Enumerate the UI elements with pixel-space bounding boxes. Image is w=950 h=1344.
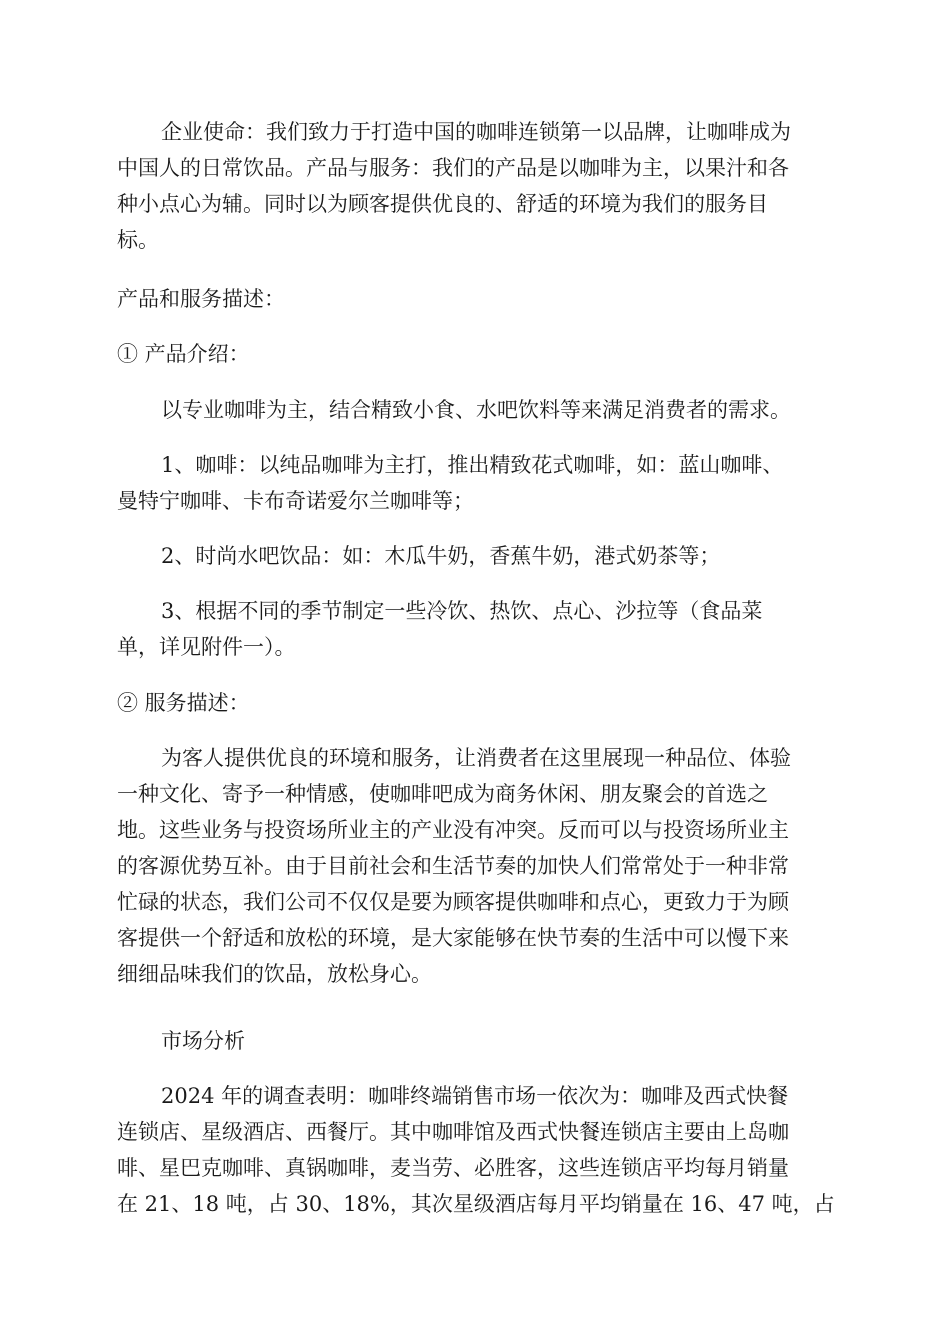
text-line: 客提供一个舒适和放松的环境，是大家能够在快节奏的生活中可以慢下来 xyxy=(117,926,789,950)
products-heading xyxy=(117,281,833,317)
text-line: 以专业咖啡为主，结合精致小食、水吧饮料等来满足消费者的需求。 xyxy=(161,398,791,422)
intro-paragraph xyxy=(117,392,833,428)
text-line: 的客源优势互补。由于目前社会和生活节奏的加快人们常常处于一种非常 xyxy=(117,854,789,878)
service-paragraph xyxy=(117,740,833,992)
item1-paragraph xyxy=(117,447,833,519)
market-paragraph xyxy=(117,1078,833,1222)
text-line: 一种文化、寄予一种情感，使咖啡吧成为商务休闲、朋友聚会的首选之 xyxy=(117,782,768,806)
heading-text: 市场分析 xyxy=(161,1029,245,1053)
text-line: 1、咖啡：以纯品咖啡为主打，推出精致花式咖啡，如：蓝山咖啡、 xyxy=(161,453,784,477)
text-line: 曼特宁咖啡、卡布奇诺爱尔兰咖啡等； xyxy=(117,489,474,513)
text-line: 在 21、18 吨，占 30、18%，其次星级酒店每月平均销量在 16、47 吨，占 xyxy=(117,1192,835,1216)
heading-text: ② 服务描述： xyxy=(117,691,250,715)
market-heading xyxy=(117,1023,833,1059)
item3-paragraph xyxy=(117,593,833,665)
heading-text: ① 产品介绍： xyxy=(117,342,250,366)
text-line: 细细品味我们的饮品，放松身心。 xyxy=(117,962,432,986)
text-line: 忙碌的状态，我们公司不仅仅是要为顾客提供咖啡和点心，更致力于为顾 xyxy=(117,890,789,914)
text-line: 2、时尚水吧饮品：如：木瓜牛奶，香蕉牛奶，港式奶茶等； xyxy=(161,544,721,568)
service-heading xyxy=(117,685,833,721)
text-line: 啡、星巴克咖啡、真锅咖啡，麦当劳、必胜客，这些连锁店平均每月销量 xyxy=(117,1156,789,1180)
text-line: 3、根据不同的季节制定一些冷饮、热饮、点心、沙拉等（食品菜 xyxy=(161,599,763,623)
text-line: 标。 xyxy=(117,228,159,252)
text-line: 2024 年的调查表明：咖啡终端销售市场一依次为：咖啡及西式快餐 xyxy=(161,1084,789,1108)
text-line: 单，详见附件一）。 xyxy=(117,635,296,659)
mission-paragraph xyxy=(117,114,833,258)
intro-heading xyxy=(117,336,833,372)
text-line: 中国人的日常饮品。产品与服务：我们的产品是以咖啡为主，以果汁和各 xyxy=(117,156,789,180)
text-line: 连锁店、星级酒店、西餐厅。其中咖啡馆及西式快餐连锁店主要由上岛咖 xyxy=(117,1120,789,1144)
text-line: 企业使命：我们致力于打造中国的咖啡连锁第一以品牌，让咖啡成为 xyxy=(161,120,791,144)
text-line: 地。这些业务与投资场所业主的产业没有冲突。反而可以与投资场所业主 xyxy=(117,818,789,842)
text-line: 种小点心为辅。同时以为顾客提供优良的、舒适的环境为我们的服务目 xyxy=(117,192,768,216)
heading-text: 产品和服务描述： xyxy=(117,287,285,311)
text-line: 为客人提供优良的环境和服务，让消费者在这里展现一种品位、体验 xyxy=(161,746,791,770)
item2-paragraph xyxy=(117,538,833,574)
